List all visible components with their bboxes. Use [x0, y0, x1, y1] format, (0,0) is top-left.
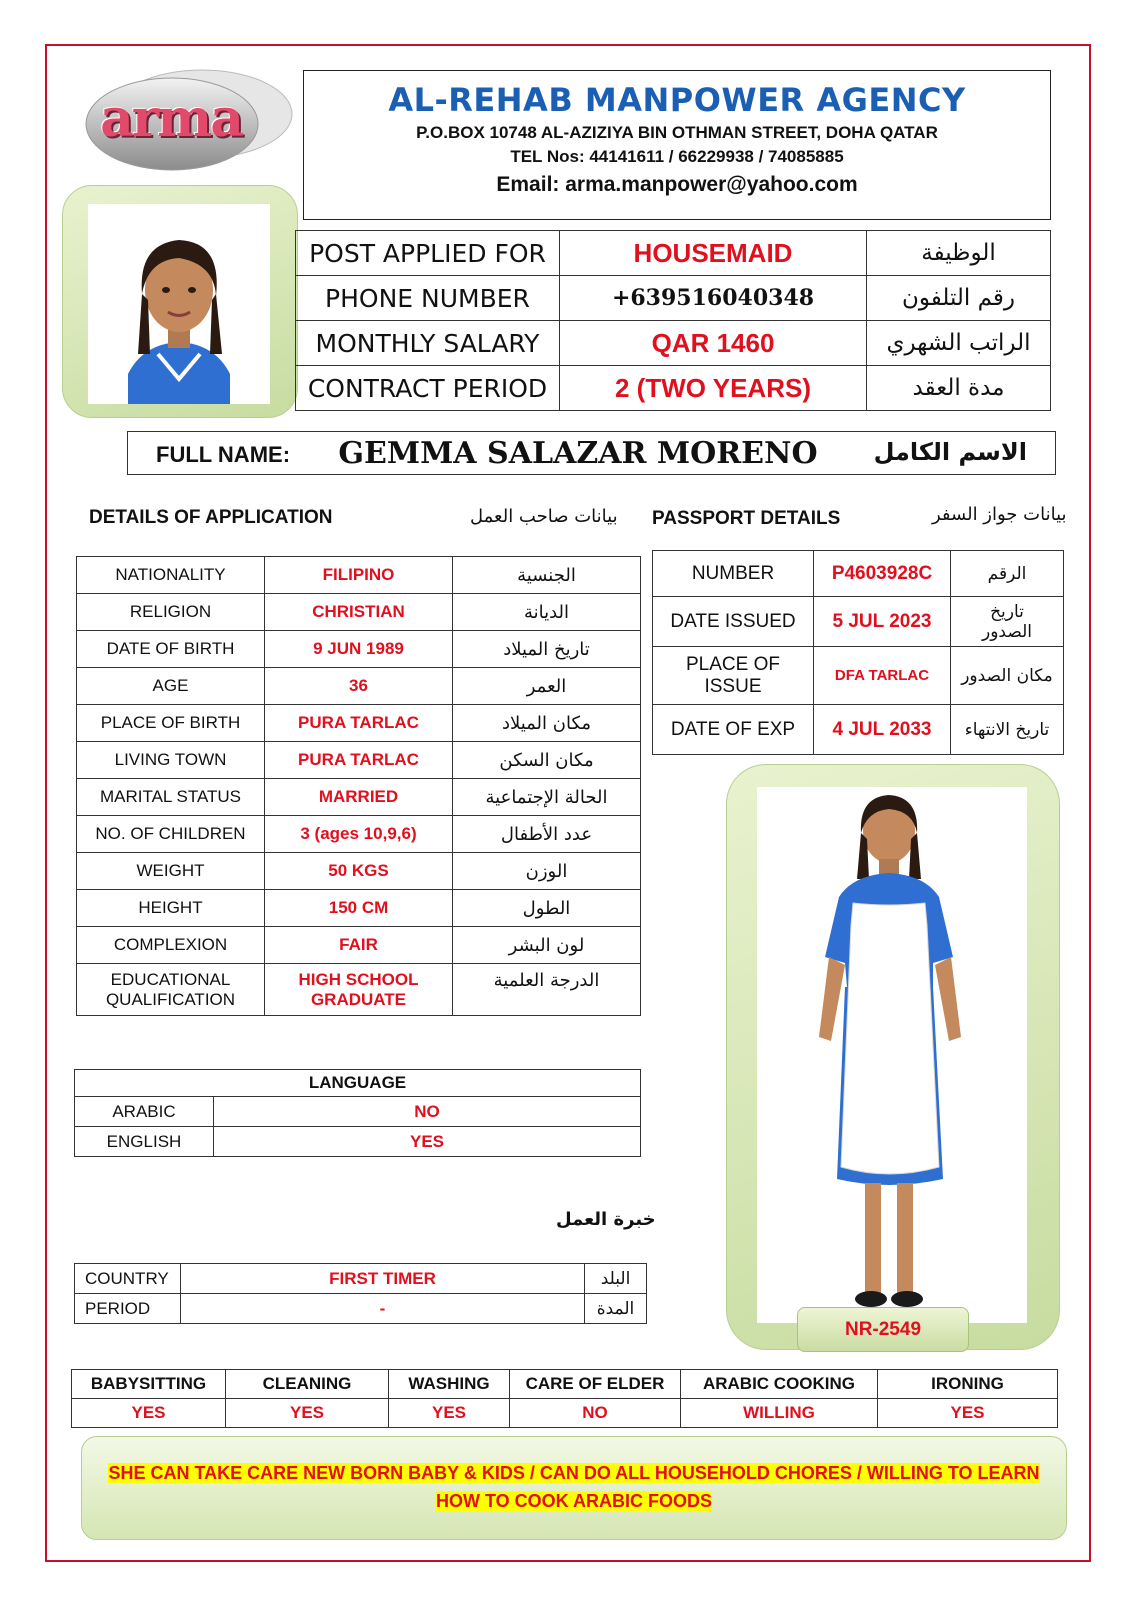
phone-label: PHONE NUMBER [296, 276, 560, 321]
experience-ar: البلد [585, 1264, 647, 1294]
language-label: ENGLISH [75, 1127, 214, 1157]
detail-value: HIGH SCHOOL GRADUATE [265, 964, 453, 1016]
detail-value: FAIR [265, 927, 453, 964]
table-row [77, 779, 641, 816]
table-row [72, 1399, 1058, 1428]
detail-ar: الدرجة العلمية [453, 964, 641, 1016]
agency-header [303, 70, 1051, 220]
post-label: POST APPLIED FOR [296, 231, 560, 276]
agency-tel: TEL Nos: 44141611 / 66229938 / 74085885 [510, 147, 844, 166]
detail-label: DATE OF BIRTH [77, 631, 265, 668]
full-name-value: GEMMA SALAZAR MORENO [338, 436, 818, 471]
details-table [76, 556, 641, 1016]
detail-ar: مكان الميلاد [453, 705, 641, 742]
table-row [77, 927, 641, 964]
table-row [296, 366, 1051, 411]
skill-value: WILLING [681, 1399, 878, 1428]
table-row [653, 551, 1064, 597]
full-body-photo-frame [726, 764, 1060, 1350]
detail-ar: الوزن [453, 853, 641, 890]
table-row [653, 647, 1064, 705]
post-ar: الوظيفة [867, 231, 1051, 276]
salary-label: MONTHLY SALARY [296, 321, 560, 366]
table-row [77, 816, 641, 853]
detail-label: HEIGHT [77, 890, 265, 927]
skill-name: WASHING [389, 1370, 510, 1399]
passport-ar: مكان الصدور [951, 647, 1064, 705]
language-title: LANGUAGE [75, 1070, 641, 1097]
full-body-figure-icon [757, 787, 1027, 1323]
skill-value: YES [72, 1399, 226, 1428]
experience-title-ar: خبرة العمل [556, 1209, 656, 1230]
detail-ar: الديانة [453, 594, 641, 631]
passport-title: PASSPORT DETAILS [652, 508, 841, 529]
language-value: YES [214, 1127, 641, 1157]
full-body-photo [757, 787, 1027, 1323]
detail-value: CHRISTIAN [265, 594, 453, 631]
agency-email: Email: arma.manpower@yahoo.com [496, 173, 858, 196]
table-row [77, 890, 641, 927]
phone-ar: رقم التلفون [867, 276, 1051, 321]
passport-value: P4603928C [814, 551, 951, 597]
skill-name: BABYSITTING [72, 1370, 226, 1399]
portrait-photo [88, 204, 270, 404]
table-row [77, 668, 641, 705]
full-name-ar: الاسم الكامل [873, 438, 1027, 466]
detail-label: MARITAL STATUS [77, 779, 265, 816]
detail-value: 9 JUN 1989 [265, 631, 453, 668]
table-row [75, 1294, 647, 1324]
skill-name: ARABIC COOKING [681, 1370, 878, 1399]
passport-label: PLACE OF ISSUE [653, 647, 814, 705]
remarks-box [81, 1436, 1067, 1540]
details-title-ar: بيانات صاحب العمل [470, 506, 618, 527]
table-row [296, 321, 1051, 366]
skill-value: NO [510, 1399, 681, 1428]
passport-title-ar: بيانات جواز السفر [932, 504, 1067, 525]
detail-ar: الطول [453, 890, 641, 927]
full-name-row [127, 431, 1056, 475]
experience-table [74, 1263, 647, 1324]
detail-value: FILIPINO [265, 557, 453, 594]
detail-ar: تاريخ الميلاد [453, 631, 641, 668]
detail-label: COMPLEXION [77, 927, 265, 964]
salary-value: QAR 1460 [560, 321, 867, 366]
passport-ar: تاريخ الصدور [951, 597, 1064, 647]
detail-value: PURA TARLAC [265, 705, 453, 742]
detail-label: AGE [77, 668, 265, 705]
passport-label: DATE OF EXP [653, 705, 814, 755]
experience-value: FIRST TIMER [181, 1264, 585, 1294]
portrait-figure-icon [88, 204, 270, 404]
remarks-line-1: SHE CAN TAKE CARE NEW BORN BABY & KIDS / CAN DO ALL HOUSEHOLD CHORES / WILLING TO LEARN [108, 1463, 1040, 1483]
table-row [296, 231, 1051, 276]
detail-ar: الحالة الإجتماعية [453, 779, 641, 816]
table-row [653, 597, 1064, 647]
details-title: DETAILS OF APPLICATION [89, 507, 333, 528]
agency-name: AL-REHAB MANPOWER AGENCY [388, 81, 966, 119]
phone-value: +639516040348 [560, 276, 867, 321]
logo-text: arma [100, 88, 242, 149]
passport-ar: تاريخ الانتهاء [951, 705, 1064, 755]
table-row [75, 1097, 641, 1127]
contract-label: CONTRACT PERIOD [296, 366, 560, 411]
language-value: NO [214, 1097, 641, 1127]
skill-name: CARE OF ELDER [510, 1370, 681, 1399]
reference-number: NR-2549 [797, 1307, 969, 1352]
contract-value: 2 (TWO YEARS) [560, 366, 867, 411]
detail-ar: لون البشر [453, 927, 641, 964]
detail-value: 150 CM [265, 890, 453, 927]
table-row [77, 631, 641, 668]
table-row [75, 1070, 641, 1097]
skill-name: IRONING [878, 1370, 1058, 1399]
detail-label: NATIONALITY [77, 557, 265, 594]
language-label: ARABIC [75, 1097, 214, 1127]
remarks-line-2: HOW TO COOK ARABIC FOODS [436, 1491, 712, 1511]
detail-ar: العمر [453, 668, 641, 705]
table-row [77, 853, 641, 890]
detail-ar: الجنسية [453, 557, 641, 594]
table-row [77, 594, 641, 631]
detail-label: EDUCATIONAL QUALIFICATION [77, 964, 265, 1016]
experience-ar: المدة [585, 1294, 647, 1324]
table-row [77, 705, 641, 742]
passport-table [652, 550, 1064, 755]
salary-ar: الراتب الشهري [867, 321, 1051, 366]
table-row [653, 705, 1064, 755]
table-row [296, 276, 1051, 321]
passport-value: DFA TARLAC [814, 647, 951, 705]
detail-label: NO. OF CHILDREN [77, 816, 265, 853]
agency-logo [84, 66, 294, 174]
detail-value: MARRIED [265, 779, 453, 816]
skill-value: YES [389, 1399, 510, 1428]
skill-value: YES [226, 1399, 389, 1428]
contract-ar: مدة العقد [867, 366, 1051, 411]
table-row [77, 742, 641, 779]
post-value: HOUSEMAID [560, 231, 867, 276]
experience-label: COUNTRY [75, 1264, 181, 1294]
experience-value: - [181, 1294, 585, 1324]
table-row [72, 1370, 1058, 1399]
experience-label: PERIOD [75, 1294, 181, 1324]
table-row [77, 964, 641, 1016]
full-name-label: FULL NAME: [156, 442, 291, 467]
passport-value: 4 JUL 2033 [814, 705, 951, 755]
detail-value: PURA TARLAC [265, 742, 453, 779]
skills-table [71, 1369, 1058, 1428]
detail-ar: عدد الأطفال [453, 816, 641, 853]
passport-ar: الرقم [951, 551, 1064, 597]
skill-name: CLEANING [226, 1370, 389, 1399]
portrait-photo-frame [62, 185, 298, 418]
passport-label: NUMBER [653, 551, 814, 597]
skill-value: YES [878, 1399, 1058, 1428]
detail-value: 36 [265, 668, 453, 705]
detail-label: RELIGION [77, 594, 265, 631]
detail-label: LIVING TOWN [77, 742, 265, 779]
agency-address: P.O.BOX 10748 AL-AZIZIYA BIN OTHMAN STREET, DOHA QATAR [416, 123, 938, 142]
passport-label: DATE ISSUED [653, 597, 814, 647]
table-row [77, 557, 641, 594]
detail-value: 50 KGS [265, 853, 453, 890]
detail-label: WEIGHT [77, 853, 265, 890]
detail-ar: مكان السكن [453, 742, 641, 779]
detail-value: 3 (ages 10,9,6) [265, 816, 453, 853]
language-table [74, 1069, 641, 1157]
table-row [75, 1264, 647, 1294]
passport-value: 5 JUL 2023 [814, 597, 951, 647]
post-table [295, 230, 1051, 411]
table-row [75, 1127, 641, 1157]
detail-label: PLACE OF BIRTH [77, 705, 265, 742]
